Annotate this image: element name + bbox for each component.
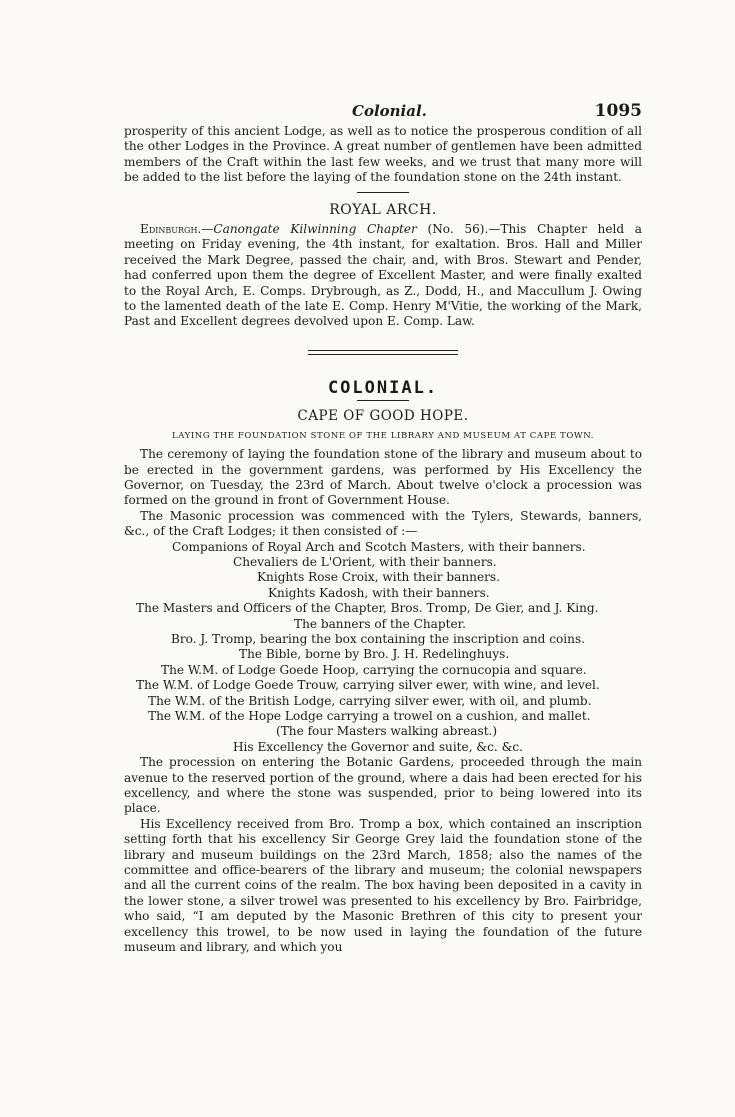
royal-arch-body: (No. 56).—This Chapter held a meeting on Friday evening, the 4th instant, for exaltation. Bros. Hall and Miller received the Mark Degree, passed the chair, and, with Bros. Stewart and Pender, had conferred upon them the degree of Excellent Master, and were finally exalted to the Royal Arch, E. Comps. Drybrough, as Z., Dodd, H., and Maccullum J. Owing to the lamented death of the late E. Comp. Henry M'Vitie, the working of the Mark, Past and Excellent degrees devolved upon E. Comp. Law. bbox=[124, 222, 642, 329]
colonial-divider bbox=[357, 400, 409, 401]
procession-list bbox=[124, 540, 642, 756]
procession-item: The Bible, borne by Bro. J. H. Redelinghuys. bbox=[239, 647, 510, 662]
procession-item: The banners of the Chapter. bbox=[294, 616, 466, 631]
procession-item: The W.M. of Lodge Goede Trouw, carrying silver ewer, with wine, and level. bbox=[136, 678, 600, 693]
procession-item: Knights Rose Croix, with their banners. bbox=[257, 570, 500, 585]
procession-item: The W.M. of the Hope Lodge carrying a trowel on a cushion, and mallet. bbox=[148, 709, 591, 723]
section-divider bbox=[357, 192, 409, 193]
procession-item: Bro. J. Tromp, bearing the box containing the inscription and coins. bbox=[171, 631, 585, 646]
cape-heading: CAPE OF GOOD HOPE. bbox=[297, 408, 469, 425]
paragraph-botanic-gardens: The procession on entering the Botanic Gardens, proceeded through the main avenue to the reserved portion of the ground, where a dais had been erected for his excellency, and where the stone was suspended, prior to being lowered into its place. bbox=[124, 755, 642, 816]
running-title: Colonial. bbox=[352, 102, 427, 120]
paragraph-trowel: His Excellency received from Bro. Tromp a box, which contained an inscription setting forth that his excellency Sir George Grey laid the foundation stone of the library and museum buildings on the 23rd March, 1858; also the names of the committee and office-bearers of the library and museum; the colonial newspapers and all the current coins of the realm. The box having been deposited in a cavity in the lower stone, a silver trowel was presented to his excellency by Bro. Fairbridge, who said, “I am deputed by the Masonic Brethren of this city to present your excellency this trowel, to be now used in laying the foundation of the future museum and library, and which you bbox=[124, 816, 642, 955]
royal-arch-place: Edinburgh. bbox=[140, 222, 202, 237]
running-header bbox=[124, 98, 642, 124]
royal-arch-heading: ROYAL ARCH. bbox=[329, 201, 437, 218]
procession-item: The W.M. of the British Lodge, carrying silver ewer, with oil, and plumb. bbox=[148, 693, 592, 708]
colonial-heading: COLONIAL. bbox=[327, 377, 439, 398]
procession-item: The W.M. of Lodge Goede Hoop, carrying the cornucopia and square. bbox=[161, 662, 587, 677]
document-page bbox=[124, 98, 642, 956]
procession-item: Chevaliers de L'Orient, with their banners. bbox=[233, 554, 497, 569]
intro-paragraph: prosperity of this ancient Lodge, as well as to notice the prosperous condition of all the other Lodges in the Province. A great number of gentlemen have been admitted members of the Craft within the last few weeks, and we trust that many more will be added to the list before the laying of the foundation stone on the 24th instant. bbox=[124, 124, 642, 185]
procession-item: His Excellency the Governor and suite, &c. &c. bbox=[233, 739, 523, 754]
procession-item: Companions of Royal Arch and Scotch Masters, with their banners. bbox=[172, 539, 586, 554]
procession-item: (The four Masters walking abreast.) bbox=[276, 724, 498, 739]
double-rule-divider bbox=[308, 350, 458, 355]
article-subtitle: LAYING THE FOUNDATION STONE OF THE LIBRARY AND MUSEUM AT CAPE TOWN. bbox=[171, 430, 595, 441]
page-number: 1095 bbox=[594, 101, 642, 121]
procession-item: Knights Kadosh, with their banners. bbox=[268, 585, 490, 600]
procession-item: The Masters and Officers of the Chapter, Bros. Tromp, De Gier, and J. King. bbox=[136, 601, 599, 616]
paragraph-procession-intro: The Masonic procession was commenced with the Tylers, Stewards, banners, &c., of the Craft Lodges; it then consisted of :— bbox=[124, 508, 642, 539]
paragraph-ceremony: The ceremony of laying the foundation stone of the library and museum about to be erected in the government gardens, was performed by His Excellency the Governor, on Tuesday, the 23rd of March. About twelve o'clock a procession was formed on the ground in front of Government House. bbox=[124, 447, 642, 508]
royal-arch-chapter: —Canongate Kilwinning Chapter bbox=[201, 222, 417, 237]
royal-arch-paragraph bbox=[124, 222, 642, 330]
